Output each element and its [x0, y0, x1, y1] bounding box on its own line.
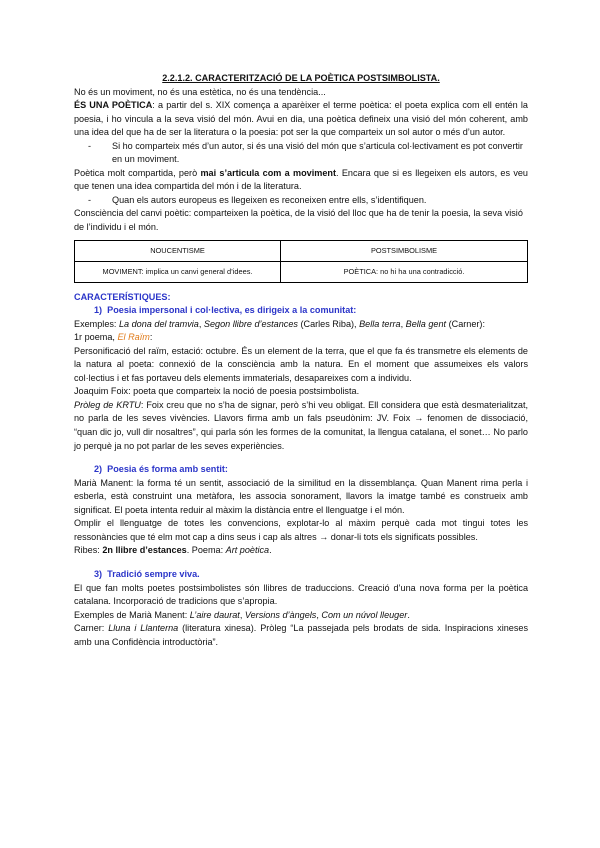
document-content [74, 72, 528, 649]
examples-label: Exemples: [74, 318, 119, 329]
section-3-title: Tradició sempre viva. [107, 568, 200, 579]
section-3-number: 3) [94, 568, 103, 579]
work-title: La dona del tramvia [118, 318, 199, 329]
table-header-noucentisme: NOUCENTISME [75, 240, 281, 261]
work-title: Com un núvol lleuger [321, 609, 408, 620]
section-1-heading [74, 304, 528, 318]
carner-paragraph [74, 622, 528, 649]
work-title: Versions d’àngels [244, 609, 317, 620]
caracteristiques-heading: CARACTERÍSTIQUES: [74, 291, 171, 302]
section-2-paragraph-2: Omplir el llenguatge de totes les convencions, explotar-lo al màxim perquè cada mot tingui totes les ressonàncies que té elm mot cap a dins seus i cap als altres → donar-li tots els significats possibles. [74, 518, 528, 542]
ribes-poem-label: . Poema: [186, 545, 226, 556]
bullet-text-2: Quan els autors europeus es llegeixen es reconeixen entre ells, s’identifiquen. [112, 194, 427, 205]
prolog-title: Pròleg de KRTU [74, 399, 141, 410]
bullet-item-2 [74, 194, 528, 208]
table-header-row [75, 240, 528, 261]
ribes-line [74, 544, 528, 558]
work-title: L’aire daurat [189, 609, 240, 620]
manent-examples-label: Exemples de Marià Manent: [74, 609, 190, 620]
bullet-item-1 [74, 140, 528, 167]
carner-work: Lluna i Llanterna [108, 623, 179, 634]
section-2-title: Poesia és forma amb sentit: [107, 464, 228, 475]
comparison-table [74, 240, 528, 283]
consciencia-paragraph: Consciència del canvi poètic: comparteixen la poètica, de la visió del lloc que ha de tenir la poesia, la seva visió de l’individu i el món. [74, 208, 523, 233]
work-title: Bella terra [359, 318, 401, 329]
document-title: 2.2.1.2. CARACTERITZACIÓ DE LA POÈTICA POSTSIMBOLISTA. [162, 73, 440, 83]
colon: : [149, 332, 153, 343]
period: . [269, 545, 272, 556]
ribes-poem: Art poètica [225, 545, 270, 556]
first-poem-line [74, 331, 528, 345]
foix-line: Joaquim Foix: poeta que comparteix la noció de poesia postsimbolista. [74, 386, 360, 397]
table-row [75, 261, 528, 282]
section-3-paragraph: El que fan molts poetes postsimbolistes són llibres de traduccions. Creació d’una nova forma per la poètica catalana. Incorporació de tradicions que s’apropia. [74, 582, 528, 607]
bullet-mark: - [88, 140, 92, 151]
carner-label: Carner: [74, 623, 109, 634]
author-riba: (Carles Riba), [297, 318, 360, 329]
section-2-number: 2) [94, 464, 103, 475]
separator: , [198, 318, 204, 329]
section-1-number: 1) [94, 305, 103, 316]
work-title: Segon llibre d’estances [203, 318, 298, 329]
compartida-post: . Encara que si es llegeixen els autors, es veu que tenen una idea compartida del món i de la literatura. [74, 167, 528, 192]
poetica-paragraph [74, 99, 528, 140]
section-2-heading [74, 463, 528, 477]
compartida-paragraph [74, 167, 528, 194]
separator: , [400, 318, 406, 329]
poetica-text: : a partir del s. XIX comença a aparèixer el terme poètica: el poeta explica com ell entén la poesia, i ho vincula a la seva visió del món. Avui en dia, una poètica defineix una visió del món coherent, amb una idea del que ha de ser la literatura o la poesia: pot ser la que comparteix un sol autor o més d’un autor. [74, 100, 528, 138]
prolog-paragraph [74, 399, 528, 453]
author-carner: (Carner): [446, 318, 485, 329]
first-poem-label: 1r poema, [74, 332, 118, 343]
poem-title-el-raim: El Raïm [117, 332, 150, 343]
section-1-title: Poesia impersonal i col·lectiva, es dirigeix a la comunitat: [107, 305, 357, 316]
poetica-label: ÉS UNA POÈTICA [74, 100, 153, 111]
ribes-book: 2n llibre d’estances [102, 545, 187, 556]
carner-text: (literatura xinesa). Pròleg “La passejada pels brodats de sida. Inspiracions xineses amb una Confidència introductòria”. [74, 623, 528, 647]
prolog-text: : Foix creu que no s’ha de signar, però s’hi veu obligat. Ell considera que està desmaterialitzat, no parla de les seves vivències. Llavors firma amb un fals pseudònim: JV. Foix → fenomen de dissociació, “quan dic jo, vull dir nosaltres”, qui parla són les formes de la comunitat, la llengua catalana, el sonet… No parlo jo perquè ja no pot parlar de les seves experiències. [74, 399, 528, 451]
separator: , [239, 609, 245, 620]
compartida-pre: Poètica molt compartida, però [74, 167, 201, 178]
table-header-postsimbolisme: POSTSIMBOLISME [281, 240, 528, 261]
compartida-bold: mai s’articula com a moviment [200, 167, 336, 178]
bullet-text-1: Si ho comparteix més d’un autor, si és una visió del món que s’articula col·lectivament es pot convertir en un moviment. [112, 140, 523, 165]
work-title: Bella gent [405, 318, 447, 329]
ribes-label: Ribes: [74, 545, 103, 556]
intro-line: No és un moviment, no és una estètica, no és una tendència... [74, 86, 326, 97]
separator: , [316, 609, 322, 620]
period: . [407, 609, 410, 620]
section-2-paragraph-1: Marià Manent: la forma té un sentit, associació de la similitud en la dissemblança. Quan Manent rima perla i esberla, està construint una metàfora, les associa sonorament, llavors la imatge també es construeix amb significat. El poeta intenta reduir al màxim la distància entre el llenguatge i el món. [74, 477, 528, 515]
section-1-examples [74, 318, 528, 332]
table-cell-poetica: POÈTICA: no hi ha una contradicció. [281, 261, 528, 282]
table-cell-moviment: MOVIMENT: implica un canvi general d’idees. [75, 261, 281, 282]
bullet-mark: - [88, 194, 92, 205]
section-3-heading [74, 568, 528, 582]
manent-examples [74, 609, 528, 623]
section-1-paragraph: Personificació del raïm, estació: octubre. És un element de la terra, que el que fa és transmetre els elements de la natura al poeta: connexió de la consciència amb la natura. En el moment que assumeixes els valors col·lectius i et fas portaveu dels elements immaterials, desapareixes com a individu. [74, 345, 528, 383]
